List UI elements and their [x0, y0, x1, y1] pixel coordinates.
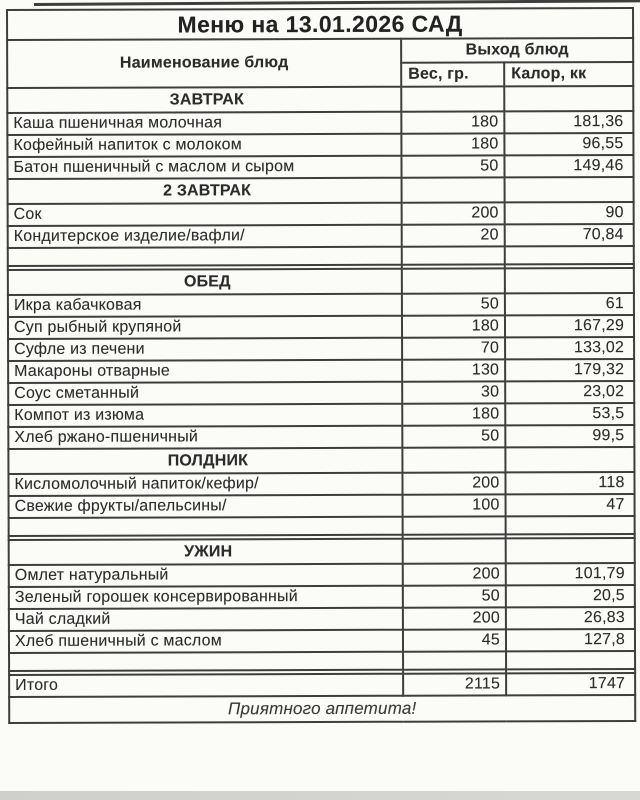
total-row — [9, 673, 635, 697]
title-row — [7, 8, 633, 40]
empty-cell — [8, 247, 402, 266]
dish-weight: 180 — [402, 315, 505, 337]
dish-name: Кондитерское изделие/вафли/ — [8, 225, 402, 248]
dish-weight: 45 — [403, 629, 506, 651]
dish-name: Соус сметанный — [8, 382, 402, 405]
dish-calories: 26,83 — [506, 607, 635, 629]
footer-note: Приятного аппетита! — [9, 695, 635, 723]
dish-calories: 99,5 — [505, 425, 634, 447]
empty-cell — [505, 447, 634, 472]
dish-calories: 181,36 — [504, 111, 633, 133]
menu-item-row — [8, 293, 634, 317]
dish-name: Суфле из печени — [8, 338, 402, 361]
empty-cell — [505, 246, 634, 264]
empty-cell — [506, 538, 635, 563]
scan-edge-strip — [0, 791, 640, 800]
dish-name: Кофейный напиток с молоком — [7, 134, 401, 157]
dish-calories: 96,55 — [504, 133, 633, 155]
empty-cell — [401, 86, 504, 111]
menu-item-row — [7, 133, 633, 157]
empty-cell — [402, 246, 505, 264]
empty-row — [8, 246, 634, 266]
dish-name: Каша пшеничная молочная — [7, 112, 401, 135]
footer-row — [9, 695, 635, 723]
column-header-output-group: Выход блюд — [401, 38, 633, 63]
total-label: Итого — [9, 674, 403, 697]
empty-cell — [402, 177, 505, 202]
menu-table-body — [7, 86, 635, 697]
dish-calories: 20,5 — [506, 585, 635, 607]
dish-calories: 70,84 — [505, 224, 634, 246]
section-header-label: ОБЕД — [8, 269, 402, 295]
empty-cell — [9, 652, 403, 671]
empty-cell — [403, 651, 506, 669]
dish-name: Омлет натуральный — [9, 564, 403, 587]
dish-calories: 118 — [505, 472, 634, 494]
menu-item-row — [8, 224, 634, 248]
menu-item-row — [7, 155, 633, 179]
dish-calories: 47 — [506, 494, 635, 516]
dish-weight: 100 — [403, 494, 506, 516]
dish-name: Свежие фрукты/апельсины/ — [9, 495, 403, 518]
dish-name: Чай сладкий — [9, 608, 403, 631]
total-weight: 2115 — [403, 673, 506, 695]
menu-item-row — [9, 607, 635, 631]
dish-weight: 50 — [402, 293, 505, 315]
column-header-weight: Вес, гр. — [401, 62, 504, 86]
menu-item-row — [8, 315, 634, 339]
menu-item-row — [8, 381, 634, 405]
empty-row — [9, 651, 635, 671]
empty-cell — [402, 268, 505, 293]
menu-item-row — [8, 337, 634, 361]
menu-item-row — [8, 472, 634, 496]
dish-weight: 130 — [402, 359, 505, 381]
section-header-label: 2 ЗАВТРАК — [8, 178, 402, 204]
dish-weight: 20 — [402, 224, 505, 246]
dish-weight: 50 — [403, 585, 506, 607]
section-header-label: ЗАВТРАК — [7, 87, 401, 113]
dish-weight: 200 — [402, 202, 505, 224]
dish-weight: 200 — [403, 607, 506, 629]
dish-weight: 200 — [403, 563, 506, 585]
empty-row — [9, 516, 635, 536]
dish-name: Сок — [8, 203, 402, 226]
empty-cell — [505, 177, 634, 202]
total-calories: 1747 — [506, 673, 635, 695]
empty-cell — [504, 86, 633, 111]
page-title: Меню на 13.01.2026 САД — [7, 8, 633, 40]
section-header-row — [8, 268, 634, 295]
menu-item-row — [9, 563, 635, 587]
menu-item-row — [8, 359, 634, 383]
empty-cell — [505, 268, 634, 293]
dish-name: Кисломолочный напиток/кефир/ — [8, 473, 402, 496]
dish-name: Макароны отварные — [8, 360, 402, 383]
dish-calories: 23,02 — [505, 381, 634, 403]
dish-calories: 90 — [505, 202, 634, 224]
empty-cell — [402, 447, 505, 472]
column-header-calories: Калор, кк — [504, 62, 633, 86]
empty-cell — [9, 517, 403, 536]
scan-artifact-line — [34, 0, 640, 6]
dish-weight: 30 — [402, 381, 505, 403]
dish-weight: 180 — [402, 403, 505, 425]
dish-calories: 61 — [505, 293, 634, 315]
dish-name: Хлеб ржано-пшеничный — [8, 426, 402, 449]
menu-item-row — [9, 585, 635, 609]
menu-item-row — [8, 403, 634, 427]
section-header-row — [9, 538, 635, 565]
dish-name: Хлеб пшеничный с маслом — [9, 630, 403, 653]
dish-weight: 70 — [402, 337, 505, 359]
dish-weight: 180 — [401, 111, 504, 133]
dish-calories: 101,79 — [506, 563, 635, 585]
dish-name: Суп рыбный крупяной — [8, 316, 402, 339]
header-row-group — [7, 38, 633, 64]
dish-weight: 200 — [402, 472, 505, 494]
column-header-name: Наименование блюд — [7, 39, 401, 88]
dish-calories: 149,46 — [504, 155, 633, 177]
empty-cell — [506, 516, 635, 534]
dish-name: Батон пшеничный с маслом и сыром — [7, 156, 401, 179]
dish-calories: 179,32 — [505, 359, 634, 381]
dish-calories: 127,8 — [506, 629, 635, 651]
section-header-label: ПОЛДНИК — [8, 448, 402, 474]
dish-weight: 50 — [402, 425, 505, 447]
empty-cell — [506, 651, 635, 669]
empty-cell — [403, 538, 506, 563]
empty-cell — [403, 516, 506, 534]
section-header-row — [7, 86, 633, 113]
section-header-row — [8, 177, 634, 204]
dish-calories: 167,29 — [505, 315, 634, 337]
menu-table — [6, 7, 636, 724]
dish-name: Зеленый горошек консервированный — [9, 586, 403, 609]
section-header-label: УЖИН — [9, 539, 403, 565]
menu-item-row — [8, 425, 634, 449]
section-header-row — [8, 447, 634, 474]
dish-weight: 180 — [401, 133, 504, 155]
dish-weight: 50 — [401, 155, 504, 177]
dish-calories: 53,5 — [505, 403, 634, 425]
menu-item-row — [9, 494, 635, 518]
menu-item-row — [8, 202, 634, 226]
menu-item-row — [7, 111, 633, 135]
dish-name: Икра кабачковая — [8, 294, 402, 317]
menu-item-row — [9, 629, 635, 653]
dish-calories: 133,02 — [505, 337, 634, 359]
dish-name: Компот из изюма — [8, 404, 402, 427]
